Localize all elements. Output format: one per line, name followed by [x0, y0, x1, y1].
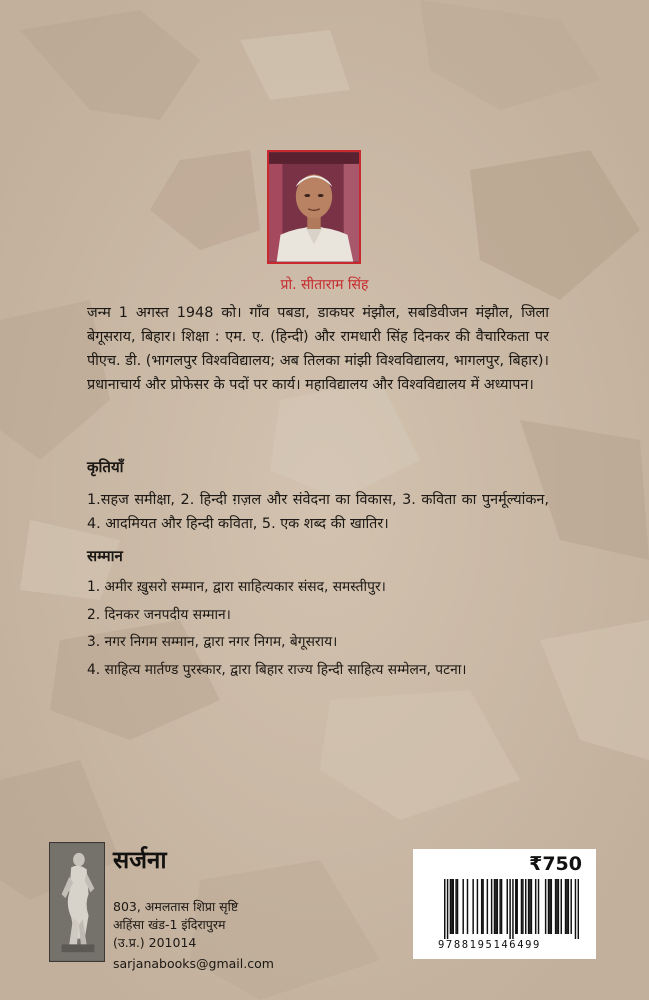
barcode-bar [568, 879, 569, 934]
barcode-bar [525, 879, 526, 934]
barcode-bar [481, 879, 482, 934]
address-line: (उ.प्र.) 201014 [113, 935, 197, 950]
barcode-bar [457, 879, 458, 934]
publisher-logo [49, 842, 105, 962]
barcode-bar [451, 879, 452, 934]
honor-item: 3. नगर निगम सम्मान, द्वारा नगर निगम, बेगूसराय। [87, 634, 338, 650]
publisher-address [113, 898, 238, 952]
barcode-bar [578, 879, 579, 939]
barcode-bar [467, 879, 468, 934]
publisher-email[interactable]: sarjanabooks@gmail.com [113, 956, 274, 971]
barcode-bar [558, 879, 559, 934]
barcode-bar [556, 879, 557, 934]
barcode-bar [512, 879, 513, 939]
barcode-panel [413, 849, 596, 959]
isbn-digits: 9788195146499 [438, 939, 541, 951]
barcode-bar [522, 879, 523, 934]
author-name: प्रो. सीताराम सिंह [280, 277, 369, 293]
barcode-bar [565, 879, 566, 934]
barcode-bar [450, 879, 451, 934]
barcode-bar [482, 879, 483, 934]
barcode-bar [507, 879, 508, 934]
honors-heading: सम्मान [87, 547, 123, 565]
barcode-bar [570, 879, 571, 934]
barcode-bar [566, 879, 567, 934]
barcode-bar [447, 879, 448, 939]
barcode-bar [575, 879, 576, 939]
barcode-bar [494, 879, 495, 934]
price-label: ₹750 [529, 853, 582, 875]
barcode-bar [515, 879, 516, 934]
barcode-bar [545, 879, 546, 934]
barcode-bar [501, 879, 502, 934]
barcode-bar [497, 879, 498, 934]
honor-item: 1. अमीर ख़ुसरो सम्मान, द्वारा साहित्यकार संसद, समस्तीपुर। [87, 579, 386, 595]
barcode-bar [561, 879, 562, 934]
barcode-bar [529, 879, 530, 934]
publisher-name: सर्जना [113, 846, 167, 874]
honor-item: 2. दिनकर जनपदीय सम्मान। [87, 606, 231, 623]
honors-list [87, 574, 557, 684]
works-text: 1.सहज समीक्षा, 2. हिन्दी ग़ज़ल और संवेदना का विकास, 3. कविता का पुनर्मूल्यांकन, 4. आदमियत और हिन्दी कविता, 5. एक शब्द की खातिर। [87, 492, 549, 532]
barcode-bar [516, 879, 517, 934]
statue-icon [50, 843, 104, 961]
barcode-bar [444, 879, 445, 939]
author-photo [267, 150, 361, 264]
honor-item: 4. साहित्य मार्तण्ड पुरस्कार, द्वारा बिहार राज्य हिन्दी साहित्य सम्मेलन, पटना। [87, 661, 467, 678]
barcode-bar [462, 879, 463, 934]
barcode-bar [495, 879, 496, 934]
barcode-bar [453, 879, 454, 934]
author-bio [87, 301, 549, 397]
barcode-bar [455, 879, 456, 934]
isbn-barcode [444, 879, 579, 939]
barcode-bar [521, 879, 522, 934]
address-line: 803, अमलतास शिप्रा सृष्टि [113, 899, 239, 914]
barcode-bar [549, 879, 550, 934]
barcode-bar [509, 879, 510, 939]
barcode-bar [548, 879, 549, 934]
barcode-bar [499, 879, 500, 934]
works-heading: कृतियाँ [87, 458, 124, 476]
barcode-bar [531, 879, 532, 934]
barcode-bar [535, 879, 536, 934]
barcode-bar [555, 879, 556, 934]
barcode-bar [487, 879, 488, 934]
barcode-bar [472, 879, 473, 934]
barcode-bar [477, 879, 478, 934]
address-line: अहिंसा खंड-1 इंदिरापुरम [113, 917, 226, 932]
bio-text: जन्म 1 अगस्त 1948 को। गाँव पबडा, डाकघर मंझौल, सबडिवीजन मंझौल, जिला बेगूसराय, बिहार। शिक्षा : एम. ए. (हिन्दी) और रामधारी सिंह दिनकर की वैचारिकता पर पीएच. डी. (भागलपुर विश्वविद्यालय; अब तिलका मांझी विश्वविद्यालय, भागलपुर, बिहार)। प्रधानाचार्य और प्रोफेसर के पदों पर कार्य। महाविद्यालय और विश्वविद्यालय में अध्यापन। [87, 305, 549, 393]
barcode-bar [538, 879, 539, 934]
barcode-bar [551, 879, 552, 934]
barcode-bar [491, 879, 492, 934]
barcode-bar [528, 879, 529, 934]
